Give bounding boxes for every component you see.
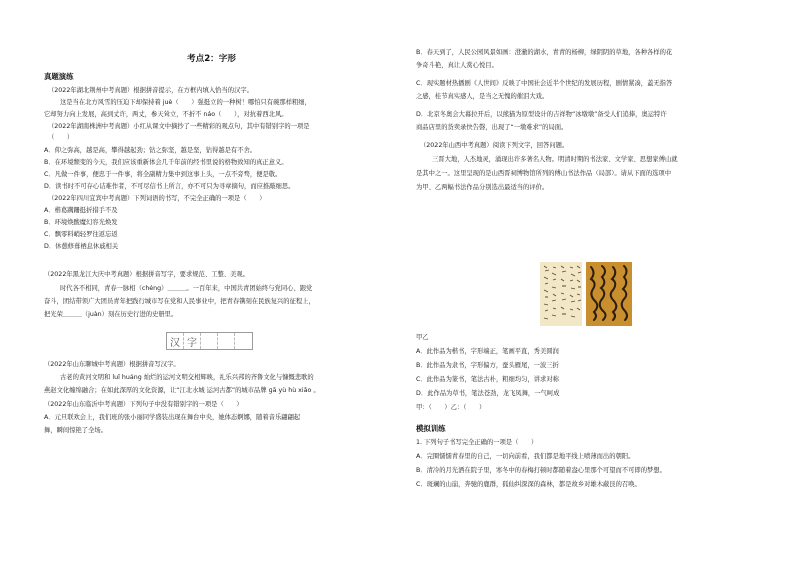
grid-cell: 字 [184,333,201,349]
question-header: （2022年山东临沂中考真题）下列句子中没有错别字的一项是（ ） [44,401,243,408]
passage-line: 它却努力向上发展，高到丈许，两丈，参天耸立，不折不 náo（ ），对抗着西北风。 [44,111,288,118]
option-line: D．此作品为草书，笔法苍劲，龙飞凤舞，一气呵成 [416,390,560,397]
option-line: 舞，瞬间惊艳了全场。 [44,427,107,434]
option-line: B．春天到了，人民公园风景如画：澄澈的湖水，青青的杨柳，绿阴阴的草地，各种各样的花 [416,49,673,56]
figure-caption: 甲乙 [416,334,429,341]
passage-line: 三晋大地，人杰地灵，涌现出许多著名人物。明清时期的书法家、文学家、思想家傅山就 [432,156,678,163]
option-line: A．完圈懦懦青春里的自己，一切向前看，我们都是地平线上喷薄而出的朝阳。 [416,453,635,460]
option-line: A．此作品为楷书，字形端正，笔画平直，秀美圆润 [416,348,559,355]
answer-line: 甲：（ ）乙：（ ） [416,404,486,411]
passage-line: 这是当在北方风雪的压迫下却保持着 juè（ ）强挺立的一种树！哪怕只有碗那样粗细， [60,99,311,106]
option-line: C．凡做一件事，便忠于一件事，将全副精力集中到这事上头，一点不旁骛，便是敬。 [44,171,282,178]
calligraphy-yi-image [586,262,632,326]
option-line: C．飘零料峭轻罗往返忘返 [44,231,118,238]
page-title: 考点2：字形 [187,54,236,64]
passage-line: 是其中之一。这里呈现的是山西晋祠博物馆所列的傅山书法作品（局部）。请从下面的选项中 [416,170,672,177]
question-header: （2022年黑龙江大庆中考真题）根据拼音写字，要求规范、工整、美观。 [44,271,249,278]
question-header: 1. 下列句子书写完全正确的一项是（ ） [416,439,538,446]
grid-cell: 汉 [167,333,184,349]
section-heading-real-exams: 真题演练 [44,72,74,81]
calligraphy-jia-image [540,262,582,326]
option-line: B．清冷的月光洒在院子里，寒冬中的春梅打顿时都随着盎心里那个可望而不可即的梦想。 [416,467,666,474]
answer-blank: （ ） [48,134,74,141]
option-line: A．仰之弥高，越是高，攀得越起劲；钻之弥坚，越是坚，钻得越是有不舍。 [44,147,257,154]
grid-cell [201,333,218,349]
option-line: 之感，桂节真实感人，是当之无愧的催泪大戏。 [416,93,549,100]
option-line: D．北京冬奥会大幕拉开后，以熊猫为原型设计的吉祥物“冰墩墩”备受人们追捧，奥运特许 [416,111,667,118]
option-line: C．现实题材热播剧《人世间》反映了中国社会近半个世纪的发展历程，剧情紧凑，蓋无指答 [416,80,673,87]
option-line: B．环境焕酸魔幻容光焕发 [44,219,118,226]
option-line: D．读书时不可存心诘难作者，不可尽信书上所言，亦不可只为寻章摘句，而应推敲细思。 [44,183,295,190]
grid-cell [218,333,235,349]
option-line: B．此作品为隶书，字形偏方，蚕头雁尾，一波三折 [416,362,559,369]
question-header: （2022年山西中考真题）阅读下列文字，回答问题。 [420,142,569,149]
option-line: C．斑斓的山崩，奔驰的鹿群，狐仙纠深深的森林，都是故乡对雄木蔽艮的召唤。 [416,481,641,488]
passage-line: 燕赵文化缠绵融合；在如此深厚的文化资源，让“江北水城 运河古都”的城市品牌 ɡā yù hù xiǎo 。 [44,387,320,394]
option-line: A．楷葛蹒跚挺折措手不及 [44,207,118,214]
question-header: （2022年山东聊城中考真题）根据拼音写汉字。 [44,361,180,368]
option-line: D．休憩修葺栖息休戚相关 [44,243,119,250]
calligraphy-images [540,262,632,326]
question-header: （2022年湖北荆州中考真题）根据拼音提示，在方框内填入恰当的汉字。 [48,87,253,94]
option-line: C．此作品为篆书，笔法古朴，粗细均匀，讲求对称 [416,376,559,383]
passage-line: 把光荣＿＿＿（juàn）刻在历史行进的史册里。 [44,311,178,318]
option-line: 商品店里的货卖录快告磬，出现了“一墩难求”的局面。 [416,124,568,131]
writing-grid [166,332,253,350]
question-header: （2022年湖南株洲中考真题）小红从课文中摘抄了一些精彩的观点句，其中有错别字的一项是 [48,123,310,130]
passage-line: 奋斗，团结带领广大团员青年把践行城市写在党和人民事业中，把青春镌刻在民族复兴的征程上， [44,298,315,305]
section-heading-mock: 模拟训练 [416,424,446,433]
option-line: B．在环境颓变的今天，我们应该重新体会几千年前的经书里说的格物致知的真正意义。 [44,159,288,166]
question-header: （2022年四川宜宾中考真题）下列词语的书写，不完全正确的一项是（ ） [48,195,266,202]
option-line: A．元旦联欢会上，我们班的张小丽同学盛装出现在舞台中央，她体态婀娜，随着音乐翩翩起 [44,414,301,421]
option-line: 争奇斗艳，真让人赏心悦目。 [416,62,498,69]
passage-line: 时代各不相同，青春一脉相（chéng）＿＿＿。一百年来，中国共青团始终与党同心、跟党 [60,285,313,292]
passage-line: 为甲、乙两幅书法作品分别选出最适当的评价。 [416,184,549,191]
passage-line: 古老的黄河文明和 luǐ huáng 灿烂的运河文明交相辉映，礼乐兴邦的齐鲁文化与慷慨悲歌的 [60,374,314,381]
grid-cell [235,333,252,349]
